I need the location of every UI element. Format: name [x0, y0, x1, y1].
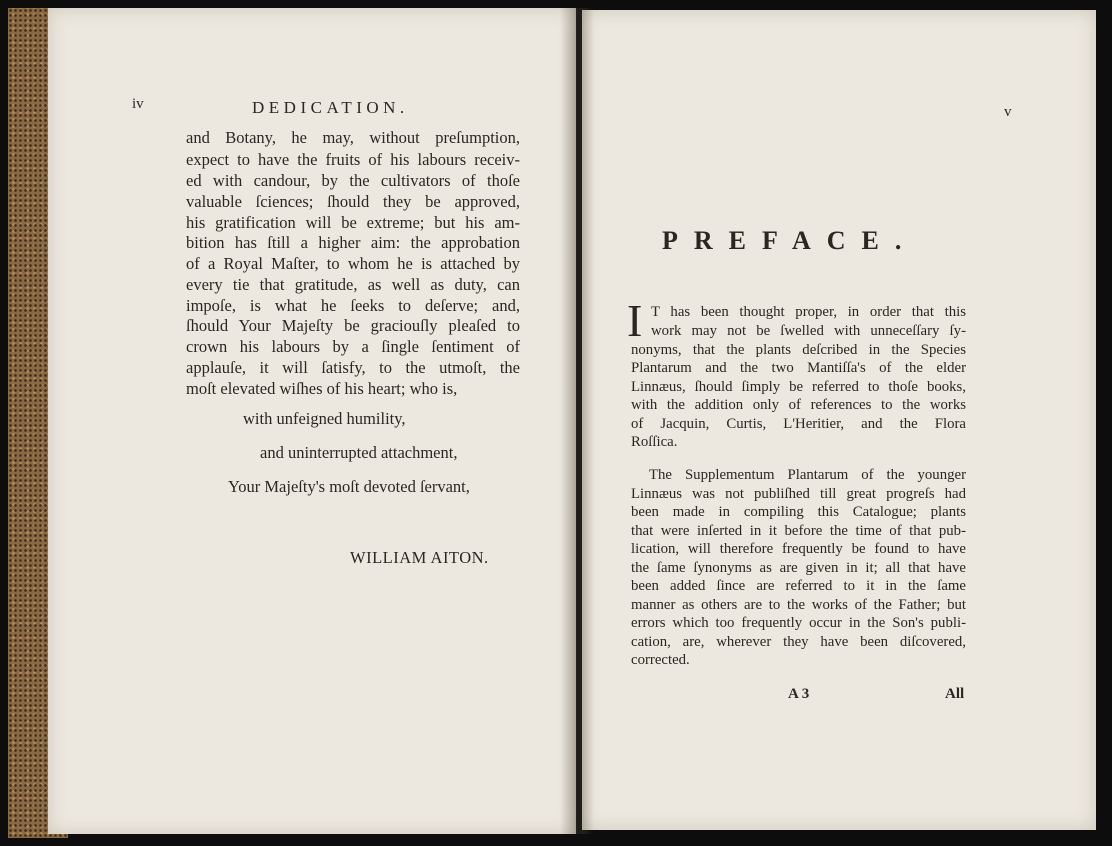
drop-cap: I — [627, 295, 643, 346]
body-line: moſt elevated wiſhes of his heart; who is, — [186, 379, 458, 398]
left-folio: iv — [132, 96, 144, 112]
paragraph-line: that were inſerted in it before the time of that pub- — [631, 523, 966, 539]
body-line: crown his labours by a ſingle ſentiment of — [186, 337, 520, 356]
body-line: applauſe, it will ſatisfy, to the utmoſt, the — [186, 358, 520, 377]
paragraph-line: been added ſince are referred to it in the ſame — [631, 578, 966, 594]
paragraph-line: Linnæus, ſhould ſimply be referred to thoſe books, — [631, 379, 966, 395]
catchword: All — [945, 686, 965, 702]
running-head: DEDICATION. — [252, 98, 409, 117]
closing-line: and uninterrupted attachment, — [260, 443, 458, 462]
paragraph-line: errors which too frequently occur in the Son's publi- — [631, 615, 966, 631]
body-line: ſhould Your Majeſty be graciouſly pleaſed to — [186, 316, 520, 335]
paragraph-line: lication, will therefore frequently be found to have — [631, 541, 966, 557]
body-line: expect to have the fruits of his labours receiv- — [186, 150, 520, 169]
paragraph-line: the ſame ſynonyms as are given in it; all that have — [631, 560, 966, 576]
body-line: and Botany, he may, without preſumption, — [186, 128, 520, 147]
body-line: bition has ſtill a higher aim: the approbation — [186, 233, 520, 252]
paragraph-line: corrected. — [631, 652, 690, 668]
body-line: his gratification will be extreme; but his am- — [186, 213, 520, 232]
right-folio: v — [1004, 104, 1012, 120]
paragraph-line: nonyms, that the plants deſcribed in the Species — [631, 342, 966, 358]
paragraph-line: Linnæus was not publiſhed till great progreſs had — [631, 486, 966, 502]
body-line: of a Royal Maſter, to whom he is attached by — [186, 254, 520, 273]
paragraph-line: of Jacquin, Curtis, L'Heritier, and the Flora — [631, 416, 966, 432]
paragraph-line: Plantarum and the two Mantiſſa's of the elder — [631, 360, 966, 376]
book-gutter — [560, 8, 594, 834]
paragraph-line: Roſſica. — [631, 434, 678, 450]
paragraph-line: T has been thought proper, in order that this — [651, 304, 966, 320]
body-line: valuable ſciences; ſhould they be approved, — [186, 192, 520, 211]
paragraph-line: with the addition only of references to the works — [631, 397, 966, 413]
paragraph-line: manner as others are to the works of the Father; but — [631, 597, 966, 613]
paragraph-line: been made in compiling this Catalogue; plants — [631, 504, 966, 520]
paragraph-line: work may not be ſwelled with unneceſſary ſy- — [651, 323, 966, 339]
signature-mark: A 3 — [788, 686, 810, 702]
signature-name: WILLIAM AITON. — [350, 548, 489, 567]
paragraph-line: The Supplementum Plantarum of the younger — [649, 467, 966, 483]
closing-line: Your Majeſty's moſt devoted ſervant, — [228, 477, 470, 496]
paragraph-line: cation, are, wherever they have been diſcovered, — [631, 634, 966, 650]
body-line: every tie that gratitude, as well as duty, can — [186, 275, 520, 294]
body-line: ed with candour, by the cultivators of thoſe — [186, 171, 520, 190]
closing-line: with unfeigned humility, — [243, 409, 406, 428]
page-title: PREFACE. — [662, 226, 918, 255]
body-line: impoſe, is what he ſeeks to deſerve; and, — [186, 296, 520, 315]
